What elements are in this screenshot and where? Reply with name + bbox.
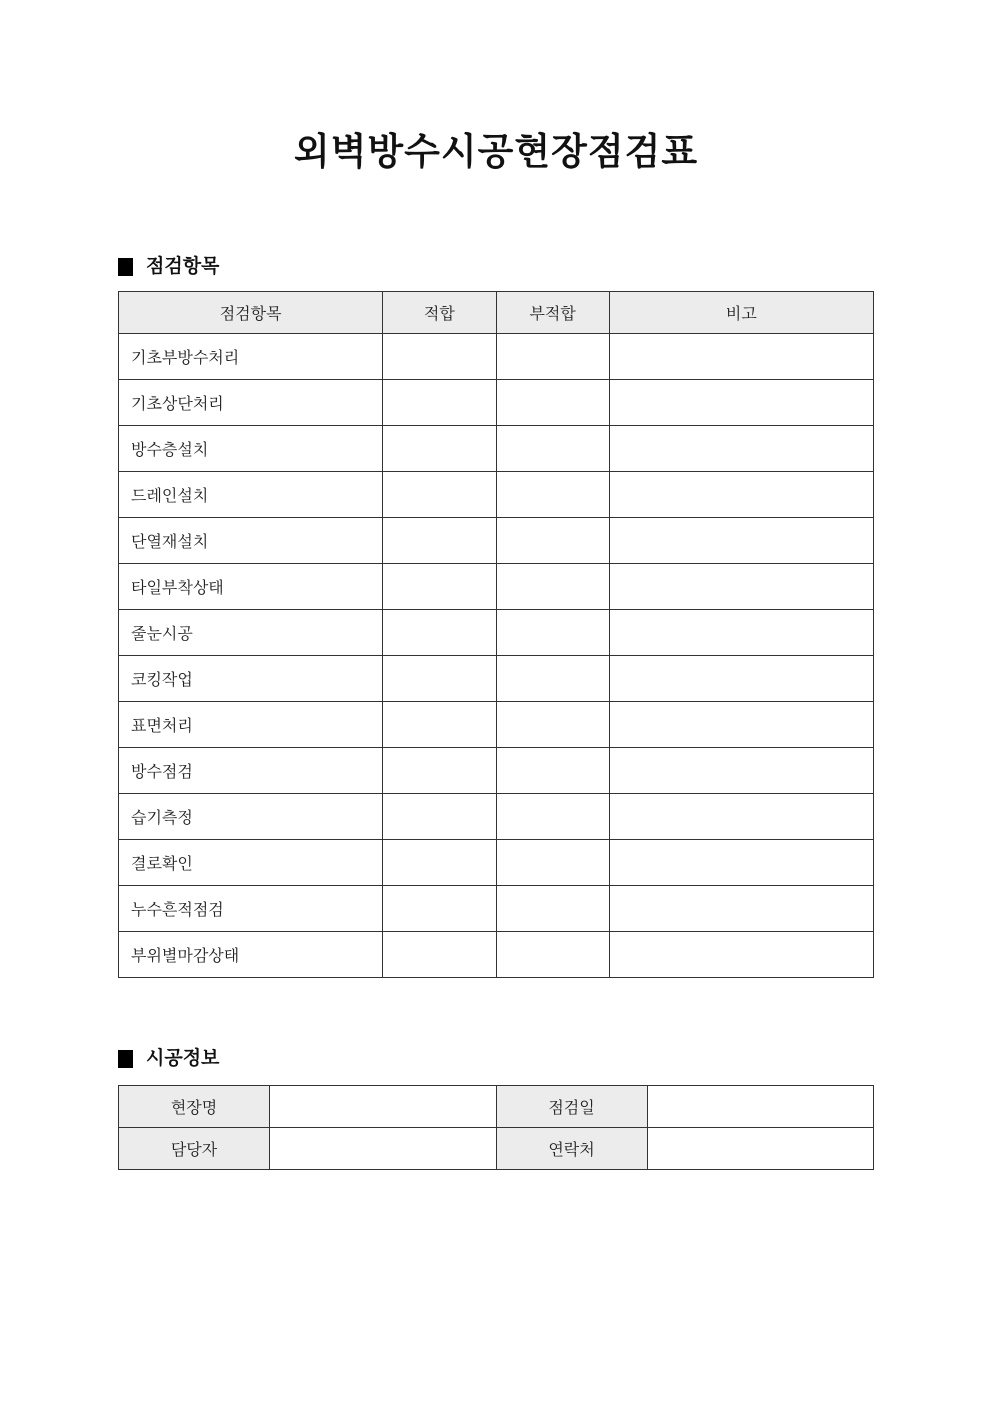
note-cell: [609, 840, 873, 886]
pass-cell: [383, 886, 496, 932]
section-heading-info: [118, 1048, 874, 1070]
fail-cell: [496, 518, 609, 564]
pass-cell: [383, 702, 496, 748]
info-value-cell: [647, 1086, 874, 1128]
pass-cell: [383, 794, 496, 840]
info-value-cell: [270, 1086, 497, 1128]
note-cell: [609, 932, 873, 978]
info-row: [119, 1128, 874, 1170]
pass-cell: [383, 472, 496, 518]
table-row: [119, 702, 874, 748]
fail-cell: [496, 702, 609, 748]
table-row: [119, 334, 874, 380]
fail-cell: [496, 748, 609, 794]
fail-cell: [496, 380, 609, 426]
item-cell: 코킹작업: [119, 656, 383, 702]
fail-cell: [496, 794, 609, 840]
note-cell: [609, 518, 873, 564]
note-cell: [609, 380, 873, 426]
item-cell: 타일부착상태: [119, 564, 383, 610]
fail-cell: [496, 610, 609, 656]
note-cell: [609, 886, 873, 932]
item-cell: 기초상단처리: [119, 380, 383, 426]
section-heading-info-label: 시공정보: [146, 1048, 220, 1069]
table-row: [119, 518, 874, 564]
item-cell: 방수층설치: [119, 426, 383, 472]
pass-cell: [383, 564, 496, 610]
fail-cell: [496, 472, 609, 518]
table-row: [119, 748, 874, 794]
info-label: 현장명: [119, 1086, 270, 1128]
info-row: [119, 1086, 874, 1128]
item-cell: 방수점검: [119, 748, 383, 794]
item-cell: 표면처리: [119, 702, 383, 748]
pass-cell: [383, 334, 496, 380]
table-row: [119, 932, 874, 978]
note-cell: [609, 472, 873, 518]
pass-cell: [383, 610, 496, 656]
item-cell: 드레인설치: [119, 472, 383, 518]
black-square-bullet-icon: [118, 1050, 133, 1068]
note-cell: [609, 702, 873, 748]
black-square-bullet-icon: [118, 258, 133, 276]
info-value-cell: [647, 1128, 874, 1170]
checklist-table: [118, 291, 874, 978]
item-cell: 결로확인: [119, 840, 383, 886]
table-row: [119, 472, 874, 518]
pass-cell: [383, 748, 496, 794]
fail-cell: [496, 656, 609, 702]
fail-cell: [496, 840, 609, 886]
info-label: 점검일: [496, 1086, 647, 1128]
table-row: [119, 840, 874, 886]
info-label: 담당자: [119, 1128, 270, 1170]
column-header: 부적합: [496, 292, 609, 334]
pass-cell: [383, 518, 496, 564]
section-heading-checklist: [118, 256, 874, 278]
document-title: 외벽방수시공현장점검표: [293, 131, 699, 172]
section-heading-checklist-label: 점검항목: [146, 256, 220, 277]
item-cell: 습기측정: [119, 794, 383, 840]
column-header: 적합: [383, 292, 496, 334]
fail-cell: [496, 426, 609, 472]
column-header: 점검항목: [119, 292, 383, 334]
info-table: [118, 1085, 874, 1170]
item-cell: 기초부방수처리: [119, 334, 383, 380]
column-header: 비고: [609, 292, 873, 334]
table-row: [119, 610, 874, 656]
table-row: [119, 886, 874, 932]
checklist-header-row: [119, 292, 874, 334]
document-page: [118, 0, 874, 1170]
note-cell: [609, 610, 873, 656]
table-row: [119, 794, 874, 840]
fail-cell: [496, 886, 609, 932]
note-cell: [609, 564, 873, 610]
note-cell: [609, 794, 873, 840]
fail-cell: [496, 932, 609, 978]
note-cell: [609, 426, 873, 472]
pass-cell: [383, 426, 496, 472]
info-value-cell: [270, 1128, 497, 1170]
table-row: [119, 564, 874, 610]
item-cell: 단열재설치: [119, 518, 383, 564]
pass-cell: [383, 840, 496, 886]
table-row: [119, 656, 874, 702]
pass-cell: [383, 932, 496, 978]
item-cell: 부위별마감상태: [119, 932, 383, 978]
pass-cell: [383, 380, 496, 426]
note-cell: [609, 748, 873, 794]
note-cell: [609, 334, 873, 380]
note-cell: [609, 656, 873, 702]
table-row: [119, 380, 874, 426]
table-row: [119, 426, 874, 472]
item-cell: 누수흔적점검: [119, 886, 383, 932]
fail-cell: [496, 334, 609, 380]
item-cell: 줄눈시공: [119, 610, 383, 656]
fail-cell: [496, 564, 609, 610]
info-label: 연락처: [496, 1128, 647, 1170]
pass-cell: [383, 656, 496, 702]
